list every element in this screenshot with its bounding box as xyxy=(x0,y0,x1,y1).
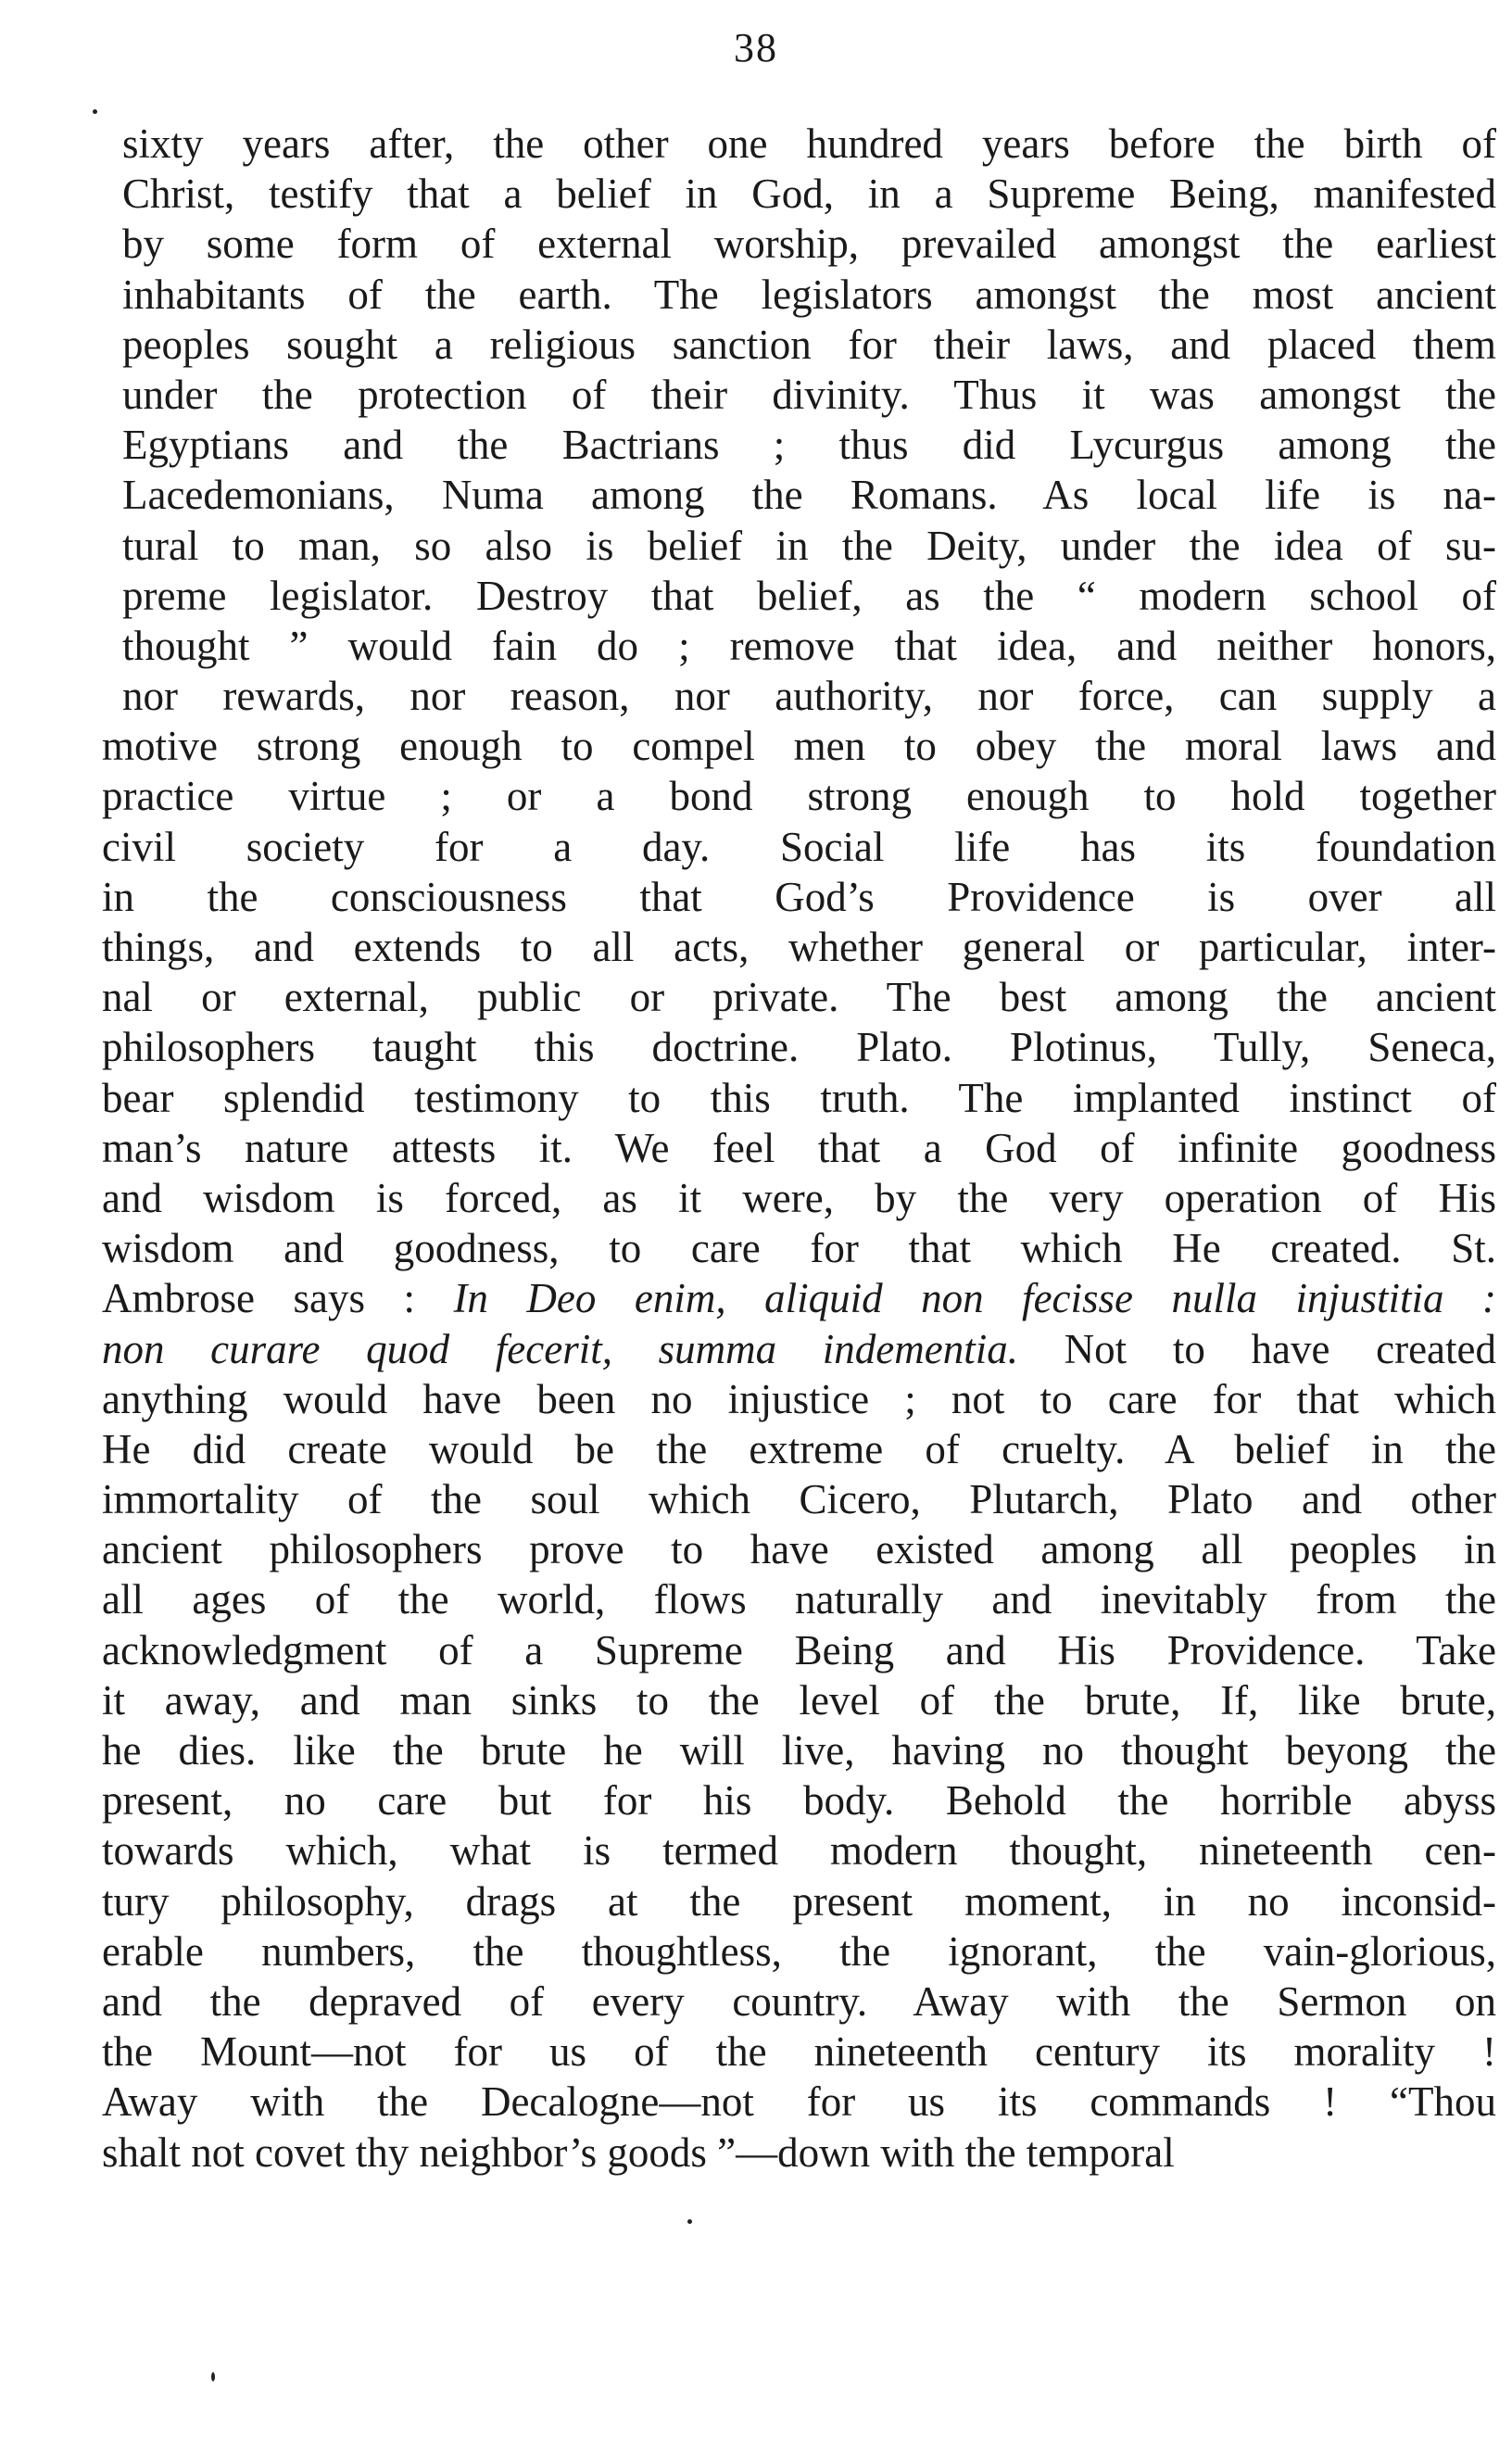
text-line: civil society for a day. Social life has its foundation xyxy=(102,823,1496,870)
text-line: bear splendid testimony to this truth. The implanted instinct of xyxy=(102,1074,1496,1121)
text-line: Egyptians and the Bactrians ; thus did Lycurgus among the xyxy=(122,422,1496,469)
body-text xyxy=(102,119,1496,2178)
text-line: things, and extends to all acts, whether general or particular, inter- xyxy=(102,924,1496,970)
text-line: thought ” would fain do ; remove that idea, and neither honors, xyxy=(122,622,1496,669)
text-line: shalt not covet thy neighbor’s goods ”—down with the temporal xyxy=(102,2128,1175,2176)
text-line: all ages of the world, flows naturally and inevitably from the xyxy=(102,1576,1496,1623)
text-line: nor rewards, nor reason, nor authority, nor force, can supply a xyxy=(122,673,1496,720)
text-line: and the depraved of every country. Away with the Sermon on xyxy=(102,1977,1496,2025)
text-line: ancient philosophers prove to have existed among all peoples in xyxy=(102,1526,1496,1573)
text-line: tury philosophy, drags at the present moment, in no inconsid- xyxy=(102,1877,1496,1925)
latin-quote-italic: In Deo enim, aliquid non fecisse nulla injustitia : xyxy=(453,1275,1496,1322)
text-line: Christ, testify that a belief in God, in a Supreme Being, manifested xyxy=(122,170,1496,218)
text-line: present, no care but for his body. Behold the horrible abyss xyxy=(102,1777,1496,1825)
text-line: He did create would be the extreme of cruelty. A belief in the xyxy=(102,1425,1496,1472)
text-line: by some form of external worship, prevailed amongst the earliest xyxy=(122,221,1496,268)
print-speck xyxy=(687,2219,692,2224)
text-line: practice virtue ; or a bond strong enough to hold together xyxy=(102,773,1496,820)
latin-prefix: Ambrose says : xyxy=(102,1275,454,1322)
text-line: motive strong enough to compel men to obey the moral laws and xyxy=(102,723,1496,770)
text-line: tural to man, so also is belief in the Deity, under the idea of su- xyxy=(122,522,1496,569)
page-number: 38 xyxy=(734,25,778,70)
text-line: in the consciousness that God’s Providence is over all xyxy=(102,873,1496,920)
text-line: wisdom and goodness, to care for that which He created. St. xyxy=(102,1225,1496,1272)
text-line: erable numbers, the thoughtless, the ignorant, the vain-glorious, xyxy=(102,1927,1496,1975)
print-speck xyxy=(93,109,97,114)
text-line: immortality of the soul which Cicero, Plutarch, Plato and other xyxy=(102,1476,1496,1523)
latin-quote-italic: non curare quod fecerit, summa indementia. xyxy=(102,1325,1019,1372)
text-line: under the protection of their divinity. Thus it was amongst the xyxy=(122,371,1496,418)
text-line: inhabitants of the earth. The legislators amongst the most ancient xyxy=(122,271,1496,318)
text-line: he dies. like the brute he will live, having no thought beyong the xyxy=(102,1727,1496,1774)
text-line: Lacedemonians, Numa among the Romans. As local life is na- xyxy=(122,472,1496,519)
latin-quote-line-1 xyxy=(102,1273,1496,1323)
text-line: nal or external, public or private. The best among the ancient xyxy=(102,974,1496,1021)
text-line: peoples sought a religious sanction for their laws, and placed them xyxy=(122,321,1496,368)
text-line: and wisdom is forced, as it were, by the very operation of His xyxy=(102,1174,1496,1221)
text-line: the Mount—not for us of the nineteenth century its morality ! xyxy=(102,2028,1496,2076)
text-line: sixty years after, the other one hundred years before the birth of xyxy=(122,120,1496,167)
latin-suffix: Not to have created xyxy=(1018,1325,1496,1372)
text-line: it away, and man sinks to the level of the brute, If, like brute, xyxy=(102,1676,1496,1724)
text-line: anything would have been no injustice ; not to care for that which xyxy=(102,1375,1496,1422)
latin-quote-line-2 xyxy=(102,1324,1496,1374)
text-line: man’s nature attests it. We feel that a God of infinite goodness xyxy=(102,1124,1496,1171)
text-line: acknowledgment of a Supreme Being and His Providence. Take xyxy=(102,1626,1496,1673)
print-speck xyxy=(211,2372,215,2381)
text-line: Away with the Decalogne—not for us its commands ! “Thou xyxy=(102,2078,1496,2126)
text-line: preme legislator. Destroy that belief, as the “ modern school of xyxy=(122,572,1496,619)
text-line: towards which, what is termed modern thought, nineteenth cen- xyxy=(102,1827,1496,1875)
text-line: philosophers taught this doctrine. Plato. Plotinus, Tully, Seneca, xyxy=(102,1024,1496,1071)
